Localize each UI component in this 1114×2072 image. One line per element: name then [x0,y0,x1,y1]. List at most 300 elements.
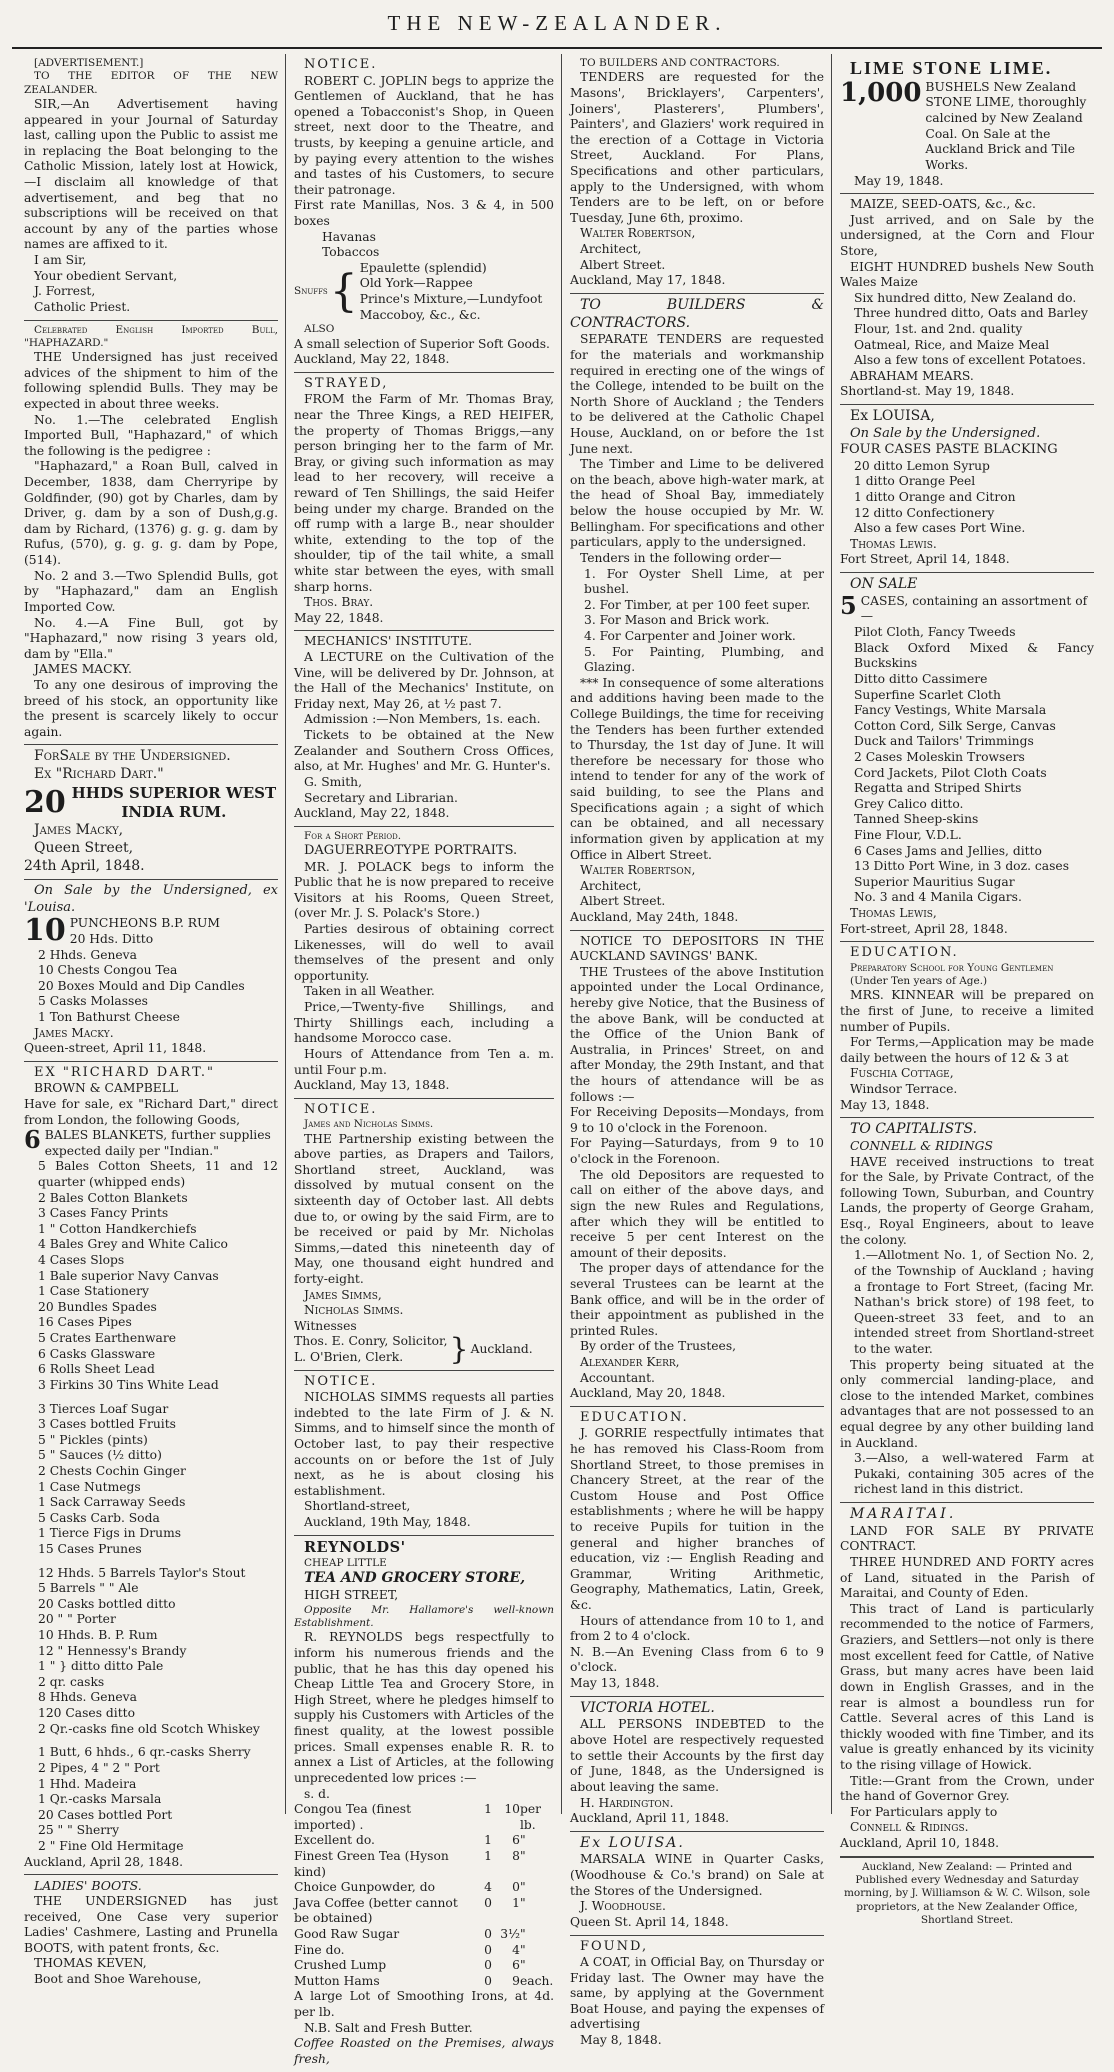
signature-name: Thomas Lewis, [850,906,937,921]
list-item: 5 Crates Earthenware [38,1331,177,1346]
ad-savings-bank [570,931,824,1407]
ad-heading: FOUND, [580,1938,649,1954]
column-3 [566,54,828,2048]
signature-title: Secretary and Librarian. [304,790,458,805]
list-item: CASES, containing an assortment of— [860,593,1088,624]
list-item: 2 qr. casks [38,1674,105,1689]
brace-glyph: { [329,266,358,318]
signature-name: Walter Robertson, [580,863,696,878]
price-row [294,1896,554,1927]
list-item: PUNCHEONS B.P. RUM [69,916,220,931]
list-item: Tobaccos [322,245,380,260]
ad-firm: BROWN & CAMPBELL [34,1081,179,1096]
column-4 [836,54,1098,1926]
column-2 [290,54,558,2066]
price-cell: Good Raw Sugar [294,1927,400,1942]
ad-date: Shortland-st. May 19, 1848. [840,384,1015,399]
list-item: 13 Ditto Port Wine, in 3 doz. cases [854,859,1070,874]
ad-date: Auckland, April 11, 1848. [570,1811,730,1826]
list-item: 1 Tierce Figs in Drums [38,1526,182,1541]
list-item: Also a few cases Port Wine. [854,521,1026,536]
list-item: Havanas [322,229,376,244]
list-item: 2 Chests Cochin Ginger [38,1463,186,1478]
price-cell: 0 [484,1942,492,1957]
list-item: Black Oxford Mixed & Fancy Buckskins [854,640,1094,671]
ad-maize-mears [840,194,1094,405]
signature-name: James Macky. [34,1025,114,1040]
signature-name: THOMAS KEVEN, [34,1956,147,1971]
ad-body: BUSHELS New Zealand STONE LIME, thoroughly calcined by New Zealand Coal. On Sale at the Auckland Brick and Tile Works. [925,79,1087,172]
price-cell: 4 [484,1880,492,1895]
ad-body: NICHOLAS SIMMS requests all parties indebted to the late Firm of J. & N. Simms, and to himself since the month of October last, to pay their respective accounts on or before the 1st of July next, as he is about closing his establishment. [294,1390,554,1498]
list-item: 1 " Cotton Handkerchiefs [38,1221,197,1236]
ad-place: Fuschia Cottage, [850,1066,954,1081]
brace-glyph: } [449,1332,469,1368]
ad-haphazard-bull [24,321,278,746]
list-item: 1. For Oyster Shell Lime, at per bushel. [584,566,824,597]
list-item: 4. For Carpenter and Joiner work. [584,628,796,643]
signature-address: Boot and Shoe Warehouse, [34,1972,202,1987]
ad-body: J. GORRIE respectfully intimates that he has removed his Class-Room from Shortland Street, to those premises in Chancery Street, at the rear of the Custom House and Post Office establishments ; where he will be happy to receive Pupils for tuition in the general and higher branches of education, viz :— English Reading and Grammar, Writing Arithmetic, Geography, Mathematics, Latin, Greek, &c. [570,1426,824,1613]
list-item: 3 Cases bottled Fruits [38,1417,176,1432]
ad-date: Auckland, 19th May, 1848. [304,1515,471,1530]
ad-heading: Ex LOUISA. [580,1834,685,1851]
snuffs-group [294,261,554,323]
ad-body: Tickets to be obtained at the New Zealander and Southern Cross Offices, also, at Mr. Hughes' and Mr. G. Hunter's. [294,728,554,774]
price-row [294,1880,554,1896]
list-item: 1 Case Stationery [38,1284,149,1299]
ad-heading: Celebrated English Imported Bull, "HAPHAZARD." [24,323,278,349]
list-item: 2 Hhds. Geneva [38,947,137,962]
list-item: 2 Pipes, 4 " 2 " Port [38,1760,160,1775]
ad-date: Auckland, April 10, 1848. [840,1836,1000,1851]
signature-name: Thomas Lewis. [850,536,937,551]
ad-heading: DAGUERREOTYPE PORTRAITS. [304,843,518,859]
list-item: Prince's Mixture,—Lundyfoot [359,292,543,307]
list-item: 1 " } ditto ditto Pale [38,1659,164,1674]
list-item: 12 Hhds. 5 Barrels Taylor's Stout [38,1565,246,1580]
price-cell: 3½ [500,1927,520,1942]
list-item: 20 Boxes Mould and Dip Candles [38,978,245,993]
ad-date: May 13, 1848. [840,1097,930,1112]
price-row [294,1943,554,1959]
column-rule [831,54,832,1814]
price-columns-header: s. d. [304,1786,330,1801]
price-cell: 6 [512,1958,520,1973]
ad-date: Auckland, May 20, 1848. [570,1386,726,1401]
list-item: 1 Qr.-casks Marsala [38,1792,162,1807]
ad-kinnear-education [840,942,1094,1118]
ad-found [570,1936,824,2053]
signature-name: G. Smith, [304,774,362,789]
ad-brown-campbell [24,1062,278,1875]
ad-body: ROBERT C. JOPLIN begs to apprize the Gentlemen of Auckland, that he has opened a Tobacconist's Shop, in Queen street, next door to the Theatre, and trusts, by keeping a genuine article, and by paying every attention to the wishes and tastes of his Customers, to secure their patronage. [294,73,554,197]
signature-name: H. Hardington. [580,1795,674,1810]
ad-heading: LIME STONE LIME. [850,58,1053,78]
ad-date: May 22, 1848. [294,610,384,625]
ad-heading: MECHANICS' INSTITUTE. [304,634,473,649]
list-item: 2 Qr.-casks fine old Scotch Whiskey [38,1721,260,1736]
list-item: Regatta and Striped Shirts [854,781,1022,796]
ad-preheading: For a Short Period. [304,829,402,842]
group-label: Snuffs [294,285,328,298]
goods-list [24,1745,278,1854]
ad-capitalists [840,1118,1094,1503]
signature-title: Catholic Priest. [34,299,131,314]
list-item: 15 Cases Prunes [38,1541,142,1556]
ad-heading: NOTICE TO DEPOSITORS IN THE AUCKLAND SAVINGS' BANK. [570,933,824,964]
ad-body: To any one desirous of improving the breed of his stock, an opportunity like the present is scarcely likely to occur again. [24,677,278,739]
ad-heading: EDUCATION. [850,945,959,961]
list-item: 3 Firkins 30 Tins White Lead [38,1377,219,1392]
ad-body: The Timber and Lime to be delivered on the beach, above high-water mark, at the head of Shoal Bay, immediately below the house occupied by Mr. W. Bellingham. For specifications and other particulars, apply to the undersigned. [570,457,824,550]
list-item: 6 Cases Jams and Jellies, ditto [854,843,1042,858]
list-item: Maccoboy, &c., &c. [359,307,481,322]
list-item: 20 " " Porter [38,1612,116,1627]
ad-body: The proper days of attendance for the several Trustees can be learnt at the Bank office, and will be in the order of their appointment as published in the printed Rules. [570,1261,824,1338]
price-cell: " [520,1927,526,1942]
price-cell: 0 [484,1895,492,1910]
witness-name: Thos. E. Conry, Solicitor, [294,1334,448,1349]
ad-body: Title:—Grant from the Crown, under the hand of Governor Grey. [840,1773,1094,1804]
ad-subheading: Ex "Richard Dart." [34,766,164,783]
ad-body: Hours of Attendance from Ten a. m. until Four p.m. [294,1046,554,1077]
ad-location: Opposite Mr. Hallamore's well-known Establishment. [294,1603,554,1630]
ad-body: TENDERS are requested for the Masons', Bricklayers', Carpenters', Joiners', Plasterers', Plumbers', Painters', and Glaziers' work required in the erection of a Cottage in Victoria Street, Auckland. For Plans, Specifications and other particulars, apply to the Undersigned, with whom Tenders are to be left, on or before Tuesday, June 6th, proximo. [570,70,824,225]
quantity-number: 20 [24,784,66,820]
ad-body: A LECTURE on the Cultivation of the Vine, will be delivered by Dr. Johnson, at the Hall of the Mechanics' Institute, on Friday next, May 26, at ½ past 7. [294,650,554,711]
ad-heading: NOTICE. [304,1101,378,1117]
price-cell: 0 [484,1973,492,1988]
price-row [294,1927,554,1943]
ad-body: Tenders in the following order— [580,550,782,565]
ad-reynolds-grocery [294,1536,554,2072]
ad-body: N. B.—An Evening Class from 6 to 9 o'clock. [570,1644,824,1675]
witness-name: L. O'Brien, Clerk. [294,1350,404,1365]
price-cell: Choice Gunpowder, do [294,1880,435,1895]
ad-simms-dissolution [294,1099,554,1371]
list-item: 2. For Timber, at per 100 feet super. [584,597,811,612]
price-cell: " [520,1942,526,1957]
ad-heading: On Sale by the Undersigned, ex 'Louisa. [24,883,278,915]
ad-heading: MARAITAI. [850,1506,957,1523]
price-cell: per lb. [520,1802,542,1832]
list-item: Superfine Scarlet Cloth [854,687,1001,702]
ad-heading: ON SALE [850,576,918,593]
ad-date: Queen-street, April 11, 1848. [24,1041,207,1056]
ad-simms-accounts [294,1371,554,1536]
ad-cottage-tenders [570,54,824,294]
list-item: Tanned Sheep-skins [854,812,979,827]
price-cell: Excellent do. [294,1833,375,1848]
ad-stone-lime [840,54,1094,194]
list-item: 20 Bundles Spades [38,1299,157,1314]
list-item: 12 ditto Confectionery [854,505,995,520]
list-item: 120 Cases ditto [38,1706,136,1721]
price-cell: 1 [484,1833,492,1848]
ad-heading: TO BUILDERS & CONTRACTORS. [570,296,824,331]
list-item: 20 Cases bottled Port [38,1807,173,1822]
goods-list [24,1566,278,1738]
ad-title: TEA AND GROCERY STORE, [304,1570,526,1587]
ad-heading: MAIZE, SEED-OATS, &c., &c. [850,197,1036,212]
list-item: 2 Bales Cotton Blankets [38,1190,188,1205]
masthead-rule [12,47,1102,49]
signature-name: Thos. Bray. [304,595,374,610]
ad-body: Admission :—Non Members, 1s. each. [304,712,541,727]
ad-firm: CONNELL & RIDINGS [850,1139,993,1154]
list-item: 1 Bale superior Navy Canvas [38,1268,219,1283]
signature-address: Albert Street. [580,257,666,272]
newspaper-title: THE NEW-ZEALANDER. [387,11,727,35]
ad-body: EIGHT HUNDRED bushels New South Wales Maize [840,259,1094,290]
letter-salutation: I am Sir, [34,253,87,268]
ad-date: Queen St. April 14, 1848. [570,1914,729,1929]
list-item: 1 Hhd. Madeira [38,1776,137,1791]
ad-date: 24th April, 1848. [24,857,145,874]
price-list [294,1802,554,1989]
ad-body: A small selection of Superior Soft Goods. [294,336,550,351]
ad-body: For Particulars apply to [850,1804,998,1819]
letter-address: TO THE EDITOR OF THE NEW ZEALANDER. [24,70,278,96]
list-item: Oatmeal, Rice, and Maize Meal [854,337,1050,352]
signature-name: J. Woodhouse. [580,1899,666,1914]
list-item: No. 3 and 4 Manila Cigars. [854,890,1022,905]
goods-list [24,1402,278,1558]
price-cell: " [520,1848,526,1863]
list-item: Three hundred ditto, Oats and Barley [854,306,1088,321]
column-rule [561,54,562,1814]
witnesses-label: Witnesses [294,1318,357,1333]
price-cell: 0 [512,1880,520,1895]
price-cell: Congou Tea (finest imported) . [294,1802,412,1832]
signature-title: Accountant. [580,1370,655,1385]
ad-heading: EX "RICHARD DART." [34,1064,216,1080]
price-row [294,1958,554,1974]
price-cell: " [520,1958,526,1973]
ad-college-tenders [570,294,824,931]
price-row [294,1833,554,1849]
list-item: 3. For Mason and Brick work. [584,613,770,628]
list-item: 1 ditto Orange and Citron [854,490,1016,505]
signature-title: Architect, [580,878,642,893]
ad-body: MR. J. POLACK begs to inform the Public that he is now prepared to receive Visitors at his Rooms, Queen Street, (over Mr. J. S. Polack's Store.) [294,859,554,921]
ad-marsala [570,1832,824,1936]
ad-date: Auckland, May 22, 1848. [294,806,450,821]
goods-list [24,1159,278,1393]
ad-subheading: LAND FOR SALE BY PRIVATE CONTRACT. [840,1523,1094,1554]
signature-name: Walter Robertson, [580,226,696,241]
price-cell: 1 [484,1802,492,1817]
list-item: 25 " " Sherry [38,1823,120,1838]
ad-lewis-louisa [840,405,1094,573]
ad-street: HIGH STREET, [304,1588,399,1603]
list-item: 1 Butt, 6 hhds., 6 qr.-casks Sherry [38,1745,251,1760]
ad-heading: TO BUILDERS AND CONTRACTORS. [580,57,780,69]
ad-heading: VICTORIA HOTEL. [580,1699,715,1716]
price-cell: Fine do. [294,1942,345,1957]
list-item: 16 Cases Pipes [38,1315,132,1330]
ad-body: MRS. KINNEAR will be prepared on the first of June, to receive a limited number of Pupils. [840,988,1094,1034]
list-item: 20 Hds. Ditto [69,931,154,946]
signature-name: James Simms, [304,1287,382,1302]
price-cell: each. [520,1973,554,1988]
ad-heading: EDUCATION. [580,1409,689,1425]
ad-date: Auckland, May 22, 1848. [294,352,450,367]
ad-heading: Ex LOUISA, [850,408,935,425]
ad-forrest-letter [24,54,278,321]
price-row [294,1974,554,1990]
ad-body: *** In consequence of some alterations and additions having been made to the College Buildings, the time for receiving the Tenders has been further extended to Thursday, the 1st day of June. It will therefore be necessary for those who intend to tender for any of the work of said building, to see the Plans and Specifications again ; a sight of which can be obtained, and all necessary information given by application at my Office in Albert Street. [570,675,824,862]
list-item: 2 " Fine Old Hermitage [38,1838,184,1853]
signature-name: JAMES MACKY. [34,662,132,677]
ad-heading: NOTICE. [304,57,378,72]
ad-heading: NOTICE. [304,1373,378,1389]
list-item: 1 Case Nutmegs [38,1479,141,1494]
list-item: Duck and Tailors' Trimmings [854,734,1034,749]
ad-body: No. 1.—The celebrated English Imported Bull, "Haphazard," of which the following is the pedigree : [24,412,278,458]
ad-body: Coffee Roasted on the Premises, always fresh, [294,2036,554,2066]
masthead [0,0,1114,52]
ad-address: Windsor Terrace. [850,1082,958,1097]
list-item: 1 ditto Orange Peel [854,474,976,489]
price-cell: " [520,1833,526,1848]
ad-heading: REYNOLDS' [304,1538,406,1556]
witness-place: Auckland. [470,1342,533,1357]
quantity-number: 6 [24,1125,41,1155]
list-item: Ditto ditto Cassimere [854,671,988,686]
list-item: 5 Casks Carb. Soda [38,1510,160,1525]
ad-body: A COAT, in Official Bay, on Thursday or Friday last. The Owner may have the same, by applying at the Government Boat House, and paying the expenses of advertising [570,1955,824,2032]
ad-body: Parties desirous of obtaining correct Likenesses, will do well to avail themselves of the present and only opportunity. [294,922,554,983]
list-item: 8 Hhds. Geneva [38,1690,137,1705]
ad-body: SEPARATE TENDERS are requested for the materials and workmanship required in erecting one of the wings of the College, intended to be built on the North Shore of Auckland ; the Tenders to be delivered at the Catholic Chapel House, Auckland, on or before the 1st June next. [570,332,824,456]
signature-name: J. Forrest, [34,284,96,299]
ad-body: Just arrived, and on Sale by the undersigned, at the Corn and Flour Store, [840,212,1094,258]
witnesses-group [294,1332,554,1368]
ad-body: N.B. Salt and Fresh Butter. [304,2020,473,2035]
ad-macky-louisa [24,880,278,1061]
signature-name: ABRAHAM MEARS. [850,368,974,383]
price-cell: Finest Green Tea (Hyson kind) [294,1848,449,1879]
ad-body: This property being situated at the only commercial landing-place, and close to the intended Market, combines advantages that are not possessed to an equal degree by any other building land in Auckland. [840,1357,1094,1450]
ad-heading: LADIES' BOOTS. [34,1878,142,1894]
list-item: Pilot Cloth, Fancy Tweeds [854,625,1016,640]
list-item: 5 " Sauces (½ ditto) [38,1448,162,1463]
price-cell: " [520,1880,526,1895]
letter-body: SIR,—An Advertisement having appeared in your Journal of Saturday last, calling upon the Public to assist me in replacing the Boat belonging to the Catholic Mission, lately lost at Howick,—I disclaim all knowledge of that advertisement, and beg that no subscriptions will be received on that account by any of the parties whose names are affixed to it. [24,96,278,252]
ad-body: THE Partnership existing between the above parties, as Drapers and Tailors, Shortland street, Auckland, was dissolved by mutual consent on the sixteenth day of October last. All debts due to, or owing by the said Firm, are to be received or paid by Mr. Nicholas Simms,—dated this nineteenth day of May, one thousand eight hundred and forty-eight. [294,1131,554,1287]
price-cell: 10 [504,1802,520,1817]
price-cell: " [520,1895,526,1910]
ad-heading: STRAYED, [304,375,389,391]
list-item: 10 Chests Congou Tea [38,963,178,978]
ad-body: THREE HUNDRED AND FORTY acres of Land, situated in the Parish of Maraitai, and County of Eden. [840,1555,1094,1601]
list-item: 5 Barrels " " Ale [38,1581,139,1596]
price-cell: 8 [512,1848,520,1863]
signature-address: Albert Street. [580,894,666,909]
ad-joplin-tobacconist [294,54,554,373]
ad-heading: ForSale by the Undersigned. [34,748,231,765]
ad-daguerreotype [294,827,554,1099]
quantity-number: 5 [840,590,857,620]
ad-date: May 8, 1848. [580,2033,662,2048]
list-item: Six hundred ditto, New Zealand do. [854,290,1077,305]
signature-name: Nicholas Simms. [304,1303,404,1318]
ad-subheading: James and Nicholas Simms. [304,1118,434,1131]
list-item: Cotton Cord, Silk Serge, Canvas [854,718,1056,733]
ad-body: 3.—Also, a well-watered Farm at Pukaki, containing 305 acres of the richest land in this district. [854,1451,1094,1497]
ad-body: "Haphazard," a Roan Bull, calved in December, 1838, dam Cherryripe by Goldfinder, (90) got by Charles, dam by Driver, g. dam by a son of Dush,g.g. dam by Richard, (1376) g. g. g. dam by Rufus, (570), g. g. g. g. dam by Pope, (514). [24,459,278,568]
ad-body: THE Trustees of the above Institution appointed under the Local Ordinance, hereby give Notice, that the Business of the above Bank, will be conducted at the Office of the Union Bank of Australia, in Princes' Street, on and after Monday, the 29th Instant, and that the hours of attendance will be as follows :— [570,964,824,1104]
ad-tag: [ADVERTISEMENT.] [34,57,144,69]
list-item: FOUR CASES PASTE BLACKING [840,442,1058,458]
list-item: 5. For Painting, Plumbing, and Glazing. [584,644,824,675]
ad-body: THE Undersigned has just received advices of the shipment to him of the following splendid Bulls. They may be expected in about three weeks. [24,350,278,411]
price-cell: 4 [512,1942,520,1957]
ad-body: Have for sale, ex "Richard Dart," direct from London, the following Goods, [24,1096,278,1127]
ad-date: May 13, 1848. [570,1676,660,1691]
ad-lewis-on-sale [840,573,1094,942]
list-item: 5 Bales Cotton Sheets, 11 and 12 quarter (whipped ends) [38,1159,278,1189]
ad-body: For Terms,—Application may be made daily between the hours of 12 & 3 at [840,1035,1094,1065]
ad-macky-rum [24,745,278,880]
ad-mechanics-institute [294,631,554,826]
list-item: 1 Ton Bathurst Cheese [38,1009,180,1024]
signature-title: Architect, [580,242,642,257]
signature-address: Queen Street, [34,839,134,856]
list-item: 2 Cases Moleskin Trowsers [854,749,1025,764]
column-rule [285,54,286,1814]
ad-heading: TO CAPITALISTS. [850,1121,978,1138]
ad-ladies-boots [24,1875,278,1992]
list-item: 20 Casks bottled ditto [38,1596,176,1611]
ad-body: This tract of Land is particularly recommended to the notice of Farmers, Graziers, and Settlers—not only is there most excellent feed for Cattle, of Native Grass, but many acres have been laid down in English Grasses, and in the rear is almost a boundless run for Cattle. Several acres of this Land is thickly wooded with fine Timber, and its value is greatly enhanced by its vicinity to the rising village of Howick. [840,1601,1094,1772]
price-cell: 0 [484,1958,492,1973]
quantity-number: 10 [24,913,66,949]
list-item: 3 Tierces Loaf Sugar [38,1401,169,1416]
ad-product: HHDS SUPERIOR WEST INDIA RUM. [71,783,277,821]
list-item: Fine Flour, V.D.L. [854,827,962,842]
signature-name: Alexander Kerr, [580,1355,680,1369]
price-cell: 0 [484,1927,492,1942]
ad-body: R. REYNOLDS begs respectfully to inform his numerous friends and the public, that he has this day opened his Cheap Little Tea and Grocery Store, in High Street, where he pledges himself to supply his Customers with Articles of the finest quality, at the lowest possible prices. Small expenses enable R. R. to annex a List of Articles, at the following unprecedented low prices :— [294,1630,554,1785]
ad-body: No. 2 and 3.—Two Splendid Bulls, got by "Haphazard," dam an English Imported Cow. [24,568,278,614]
ad-victoria-hotel [570,1697,824,1832]
ad-subheading: On Sale by the Undersigned. [850,425,1041,441]
ad-date: Auckland, May 13, 1848. [294,1078,450,1093]
list-item: 5 Casks Molasses [38,994,148,1009]
letter-closing: Your obedient Servant, [34,268,178,283]
quantity-number: 1,000 [840,77,922,108]
ad-body: A large Lot of Smoothing Irons, at 4d. per lb. [294,1989,554,2020]
list-item: Also a few tons of excellent Potatoes. [854,353,1086,368]
price-cell: 1 [512,1895,520,1910]
list-item: 3 Cases Fancy Prints [38,1206,169,1221]
ad-place: Shortland-street, [304,1499,411,1514]
list-item: BALES BLANKETS, further supplies expected daily per "Indian." [44,1128,271,1158]
list-item: 4 Bales Grey and White Calico [38,1237,228,1252]
ad-date: Fort Street, April 14, 1848. [840,552,1010,567]
ad-date: Auckland, April 28, 1848. [24,1854,184,1869]
signature-name: James Macky, [34,822,124,839]
ad-body: Price,—Twenty-five Shillings, and Thirty Shillings each, including a handsome Morocco case. [294,1000,554,1046]
price-row [294,1802,554,1833]
ad-body: By order of the Trustees, [580,1339,737,1354]
price-row [294,1849,554,1880]
ad-body: ALL PERSONS INDEBTED to the above Hotel are respectively requested to settle their Accounts by the first day of June, 1848, as the Undersigned is about leaving the same. [570,1717,824,1794]
list-item: 1 Sack Carraway Seeds [38,1495,186,1510]
